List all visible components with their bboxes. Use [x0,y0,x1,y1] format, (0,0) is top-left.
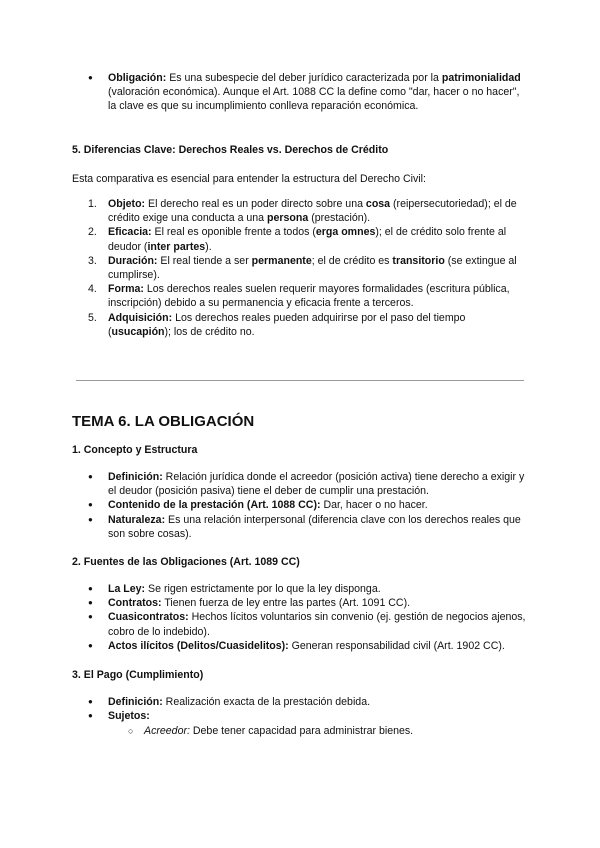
item-number: 2. [88,226,97,239]
item-label: Cuasicontratos: [108,611,189,624]
list-item [108,498,526,512]
item-label: Duración: [108,254,158,267]
item-label: Definición: [108,696,163,708]
list-item [88,254,528,282]
item-label: Objeto: [108,198,146,210]
item-text: Los derechos reales suelen requerir mayores formalidades (escritura pública, inscripción) debido a su permanencia y eficacia frente a terceros. [108,283,510,310]
item-label: Definición: [108,471,163,483]
bullet-text: (valoración económica). Aunque el Art. 1088 CC la define como "dar, hacer o no hacer", la clave es que su incumplimiento conlleva reparación económica. [108,86,520,113]
item-text: Los derechos reales pueden adquirirse por el paso del tiempo ( [108,311,466,338]
item-text: ; el de crédito es [311,254,393,267]
item-label: Adquisición: [108,311,173,324]
item-bold: cosa [365,198,391,210]
obligacion-bullet-list [108,71,526,114]
item-label: La Ley: [108,583,146,595]
item-text: Tienen fuerza de ley entre las partes (Art. 1091 CC). [161,597,411,610]
item-text: (se extingue al cumplirse). [108,254,517,282]
bullet-bold: patrimonialidad [441,72,521,84]
list-item [108,695,526,709]
item-text: El real es oponible frente a todos ( [151,226,316,239]
item-text: Realización exacta de la prestación debida. [162,696,371,708]
list-item [108,470,526,498]
section-heading: 2. Fuentes de las Obligaciones (Art. 1089 CC) [72,556,300,568]
item-text: El real tiende a ser [157,254,252,267]
list-item [108,709,526,723]
list-item [88,197,528,225]
item-number: 3. [88,254,97,267]
item-number: 5. [88,311,97,324]
item-text: Dar, hacer o no hacer. [320,499,428,512]
item-text: ); los de crédito no. [164,325,255,338]
section-intro: Esta comparativa es esencial para entender la estructura del Derecho Civil: [72,173,426,185]
item-text: Se rigen estrictamente por lo que la ley disponga. [145,583,381,595]
comparison-list [88,197,528,339]
item-bold: usucapión [111,325,165,338]
section-heading: 5. Diferencias Clave: Derechos Reales vs. Derechos de Crédito [72,144,389,156]
sujetos-sublist [144,724,524,738]
item-text: Es una relación interpersonal (diferencia clave con los derechos reales que son sobre cosas). [108,513,521,540]
item-number: 4. [88,283,97,296]
list-item [108,71,526,114]
list-item [108,513,526,541]
tema-title: TEMA 6. LA OBLIGACIÓN [72,413,255,430]
item-text: (reipersecutoriedad); el de crédito exige una conducta a una [108,198,517,225]
list-item [108,610,526,638]
item-number: 1. [88,198,97,210]
item-label: Eficacia: [108,226,152,239]
item-bold: erga omnes [315,226,376,239]
item-bold: persona [267,212,309,225]
item-bold: permanente [251,254,312,267]
item-text: ). [205,240,212,253]
item-label: Naturaleza: [108,513,166,526]
item-text: Hechos lícitos voluntarios sin convenio (ej. gestión de negocios ajenos, cobro de lo indebido). [108,611,526,638]
list-item [88,282,528,310]
item-label: Contratos: [108,597,162,610]
list-item [108,582,526,596]
list-item [108,639,526,653]
item-text: Debe tener capacidad para administrar bienes. [189,725,414,737]
concepto-list [108,470,526,541]
item-text: Relación jurídica donde el acreedor (posición activa) tiene derecho a exigir y el deudor (posición pasiva) tiene el deber de cumplir una prestación. [108,471,525,498]
list-item [108,596,526,610]
item-label: Contenido de la prestación (Art. 1088 CC): [108,499,321,512]
horizontal-divider [76,380,524,381]
item-bold: inter partes [147,240,206,253]
item-label: Forma: [108,283,144,296]
bullet-text: Es una subespecie del deber jurídico caracterizada por la [166,72,442,84]
item-label: Sujetos: [108,710,150,723]
item-label: Actos ilícitos (Delitos/Cuasidelitos): [108,639,289,652]
item-text: El derecho real es un poder directo sobre una [145,198,366,210]
section-heading: 1. Concepto y Estructura [72,444,198,456]
bullet-label: Obligación: [108,72,167,84]
fuentes-list [108,582,526,653]
item-bold: transitorio [392,254,445,267]
list-item [144,724,524,738]
item-text: (prestación). [308,212,371,225]
list-item [88,311,528,339]
list-item [88,225,528,253]
pago-list [108,695,526,723]
section-heading: 3. El Pago (Cumplimiento) [72,669,204,681]
item-text: ); el de crédito solo frente al deudor ( [108,226,507,253]
item-text: Generan responsabilidad civil (Art. 1902 CC). [288,639,505,652]
item-label: Acreedor: [144,725,190,737]
